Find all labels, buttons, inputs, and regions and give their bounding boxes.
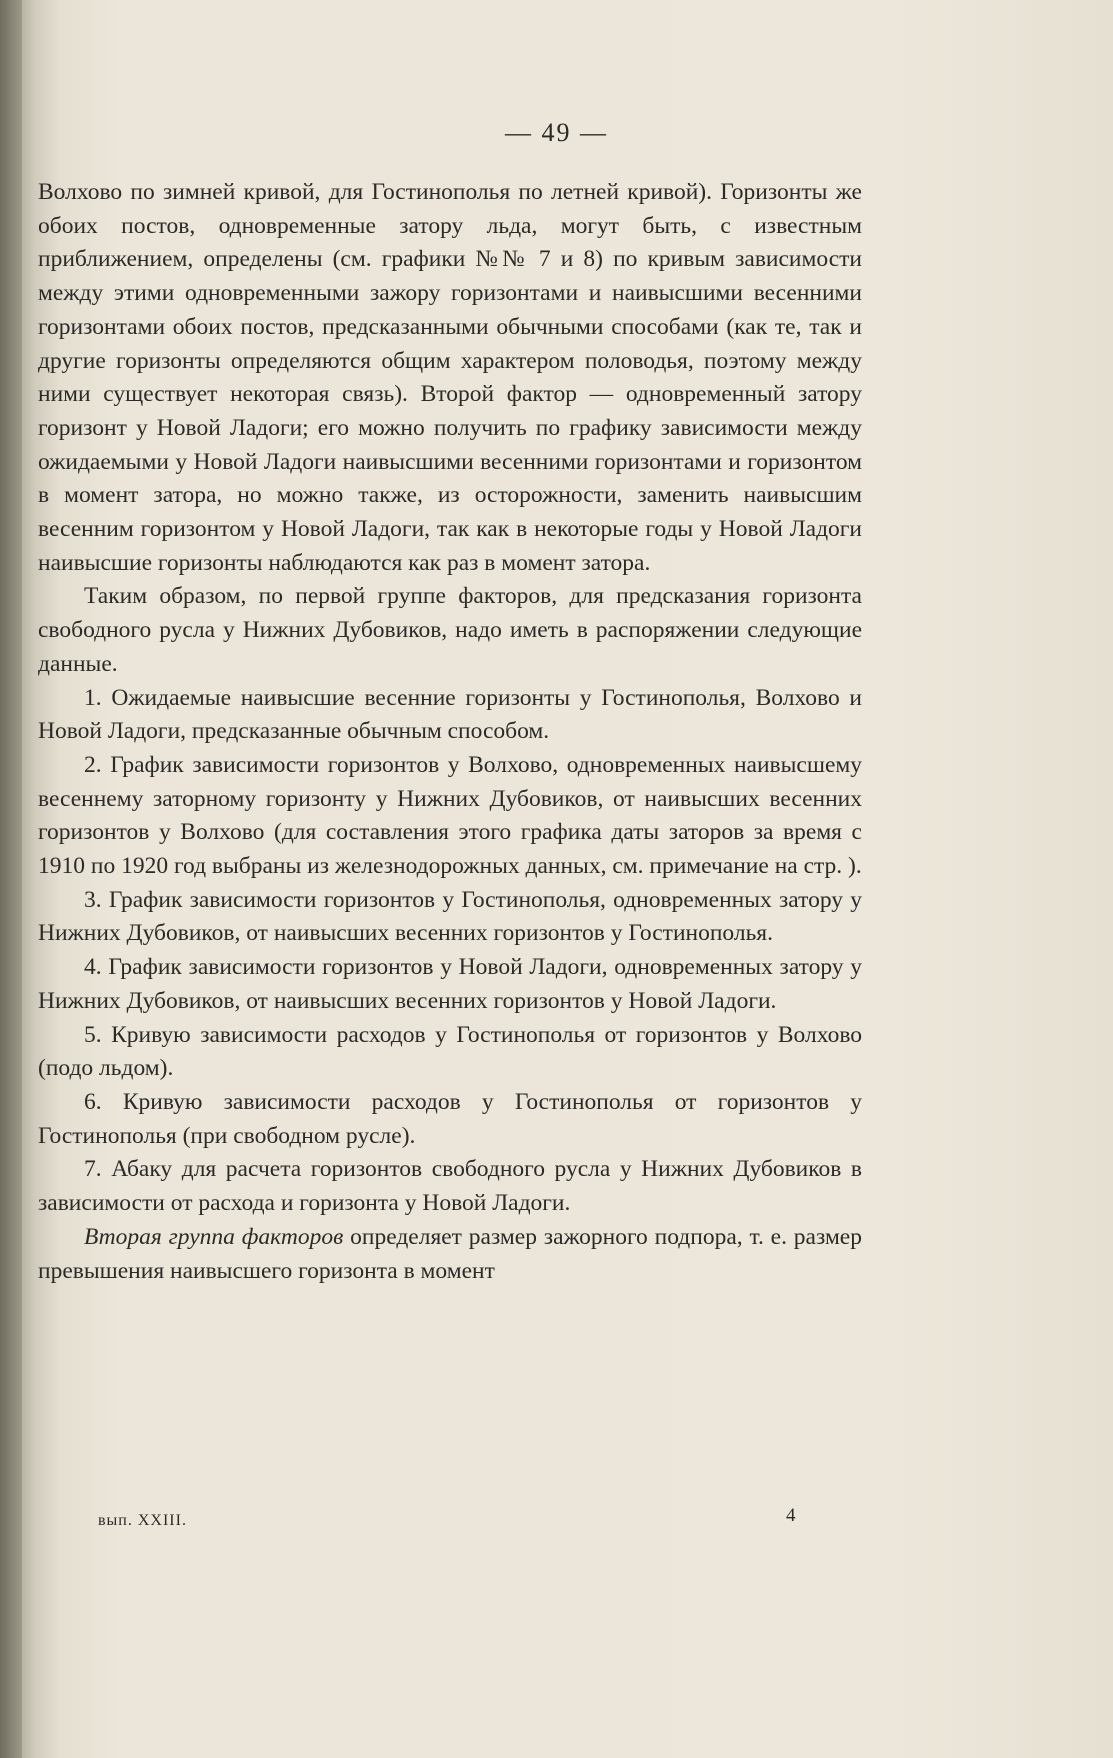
- list-item-6: 6. Кривую зависимости расходов у Гостинополья от горизонтов у Гостинополья (при свободном русле).: [38, 1088, 862, 1149]
- list-item-7: 7. Абаку для расчета горизонтов свободного русла у Нижних Дубовиков в зависимости от расхода и горизонта у Новой Ладоги.: [38, 1156, 862, 1217]
- list-item-1: 1. Ожидаемые наивысшие весенние горизонты у Гостинополья, Волхово и Новой Ладоги, предсказанные обычным способом.: [38, 684, 862, 745]
- body-text: [38, 176, 862, 1288]
- list-item-2: 2. График зависимости горизонтов у Волхово, одновременных наивысшему весеннему заторному горизонту у Нижних Дубовиков, от наивысших весенних горизонтов у Волхово (для составления этого графика даты заторов за время с 1910 по 1920 год выбраны из железнодорожных данных, см. примечание на стр. ).: [38, 751, 862, 880]
- list-item-5: 5. Кривую зависимости расходов у Гостинополья от горизонтов у Волхово (подо льдом).: [38, 1021, 862, 1082]
- footer-signature: вып. XXIII.: [98, 1512, 187, 1529]
- paragraph-continuation: Волхово по зимней кривой, для Гостинополья по летней кривой). Горизонты же обоих постов, одновременные затору льда, могут быть, с известным приближением, определены (см. графики №№ 7 и 8) по кривым зависимости между этими одновременными зажору горизонтами и наивысшими весенними горизонтами обоих постов, предсказанными обычными способами (как те, так и другие горизонты определяются общим характером половодья, поэтому между ними существует некоторая связь). Второй фактор — одновременный затору горизонт у Новой Ладоги; его можно получить по графику зависимости между ожидаемыми у Новой Ладоги наивысшими весенними горизонтами и горизонтом в момент затора, но можно также, из осторожности, заменить наивысшим весенним горизонтом у Новой Ладоги, так как в некоторые годы у Новой Ладоги наивысшие горизонты наблюдаются как раз в момент затора.: [38, 179, 862, 576]
- book-spine-shadow: [0, 0, 22, 1758]
- footer-sheet-number: 4: [786, 1505, 796, 1526]
- paragraph-intro: Таким образом, по первой группе факторов, для предсказания горизонта свободного русла у Нижних Дубовиков, надо иметь в распоряжении следующие данные.: [38, 583, 862, 677]
- list-item-3: 3. График зависимости горизонтов у Гостинополья, одновременных затору у Нижних Дубовиков, от наивысших весенних горизонтов у Гостинополья.: [38, 886, 862, 947]
- list-item-4: 4. График зависимости горизонтов у Новой Ладоги, одновременных затору у Нижних Дубовиков, от наивысших весенних горизонтов у Новой Ладоги.: [38, 954, 862, 1014]
- paragraph-second-group: [38, 1221, 862, 1288]
- paragraph-second-group-text: определяет размер зажорного подпора, т. е. размер превышения наивысшего горизонта в момент: [38, 1223, 862, 1284]
- italic-term: Вторая группа факторов: [84, 1223, 344, 1250]
- page-number-header: — 49 —: [505, 118, 608, 147]
